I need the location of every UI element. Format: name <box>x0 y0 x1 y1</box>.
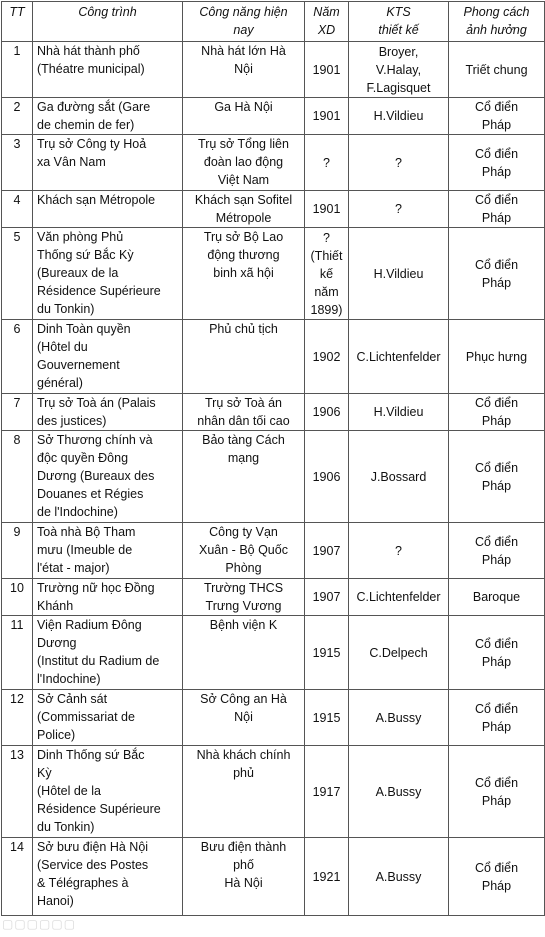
cell-cong-nang: Nhà khách chính phủ <box>183 746 305 838</box>
cell-cong-trinh: Ga đường sắt (Gare de chemin de fer) <box>33 98 183 135</box>
table-row <box>2 228 545 320</box>
cell-nam-xd: 1921 <box>305 838 349 916</box>
header-phong-cach: Phong cách ảnh hưởng <box>449 2 545 42</box>
cell-nam-xd: ? (Thiết kế năm 1899) <box>305 228 349 320</box>
header-row <box>2 2 545 42</box>
cell-nam-xd: 1901 <box>305 98 349 135</box>
buildings-table <box>1 1 545 916</box>
table-row <box>2 746 545 838</box>
cell-phong-cach: Cổ điển Pháp <box>449 228 545 320</box>
cell-nam-xd: 1902 <box>305 320 349 394</box>
cell-nam-xd: 1901 <box>305 42 349 98</box>
cell-nam-xd: 1907 <box>305 523 349 579</box>
cell-cong-trinh: Viện Radium Đông Dương (Institut du Radium de l'Indochine) <box>33 616 183 690</box>
row-number: 6 <box>2 320 33 394</box>
cell-cong-trinh: Dinh Thống sứ Bắc Kỳ (Hôtel de la Résidence Supérieure du Tonkin) <box>33 746 183 838</box>
cell-phong-cach: Cổ điển Pháp <box>449 431 545 523</box>
header-cong-nang: Công năng hiện nay <box>183 2 305 42</box>
cell-phong-cach: Cổ điển Pháp <box>449 690 545 746</box>
cell-phong-cach: Phục hưng <box>449 320 545 394</box>
cell-kts: Broyer, V.Halay, F.Lagisquet <box>349 42 449 98</box>
header-nam-xd: Năm XD <box>305 2 349 42</box>
cell-kts: ? <box>349 191 449 228</box>
table-row <box>2 579 545 616</box>
cell-kts: H.Vildieu <box>349 394 449 431</box>
cell-phong-cach: Cổ điển Pháp <box>449 838 545 916</box>
cell-kts: ? <box>349 135 449 191</box>
cell-nam-xd: ? <box>305 135 349 191</box>
cell-phong-cach: Cổ điển Pháp <box>449 98 545 135</box>
cell-cong-nang: Trường THCS Trưng Vương <box>183 579 305 616</box>
row-number: 7 <box>2 394 33 431</box>
table-row <box>2 98 545 135</box>
cell-kts: A.Bussy <box>349 746 449 838</box>
cell-phong-cach: Cổ điển Pháp <box>449 135 545 191</box>
cell-cong-nang: Trụ sở Bộ Lao động thương binh xã hội <box>183 228 305 320</box>
row-number: 4 <box>2 191 33 228</box>
cell-cong-nang: Ga Hà Nội <box>183 98 305 135</box>
row-number: 10 <box>2 579 33 616</box>
cell-cong-trinh: Nhà hát thành phố (Théatre municipal) <box>33 42 183 98</box>
header-tt: TT <box>2 2 33 42</box>
cell-cong-trinh: Sở Thương chính và độc quyền Đông Dương (Bureaux des Douanes et Régies de l'Indochine) <box>33 431 183 523</box>
cell-cong-nang: Công ty Vạn Xuân - Bộ Quốc Phòng <box>183 523 305 579</box>
cell-nam-xd: 1906 <box>305 431 349 523</box>
cell-phong-cach: Triết chung <box>449 42 545 98</box>
row-number: 9 <box>2 523 33 579</box>
cell-nam-xd: 1915 <box>305 690 349 746</box>
cell-cong-trinh: Trụ sở Toà án (Palais des justices) <box>33 394 183 431</box>
table-row <box>2 191 545 228</box>
cell-cong-nang: Khách sạn Sofitel Métropole <box>183 191 305 228</box>
cell-nam-xd: 1915 <box>305 616 349 690</box>
cell-nam-xd: 1901 <box>305 191 349 228</box>
cell-kts: C.Lichtenfelder <box>349 579 449 616</box>
table-row <box>2 838 545 916</box>
row-number: 11 <box>2 616 33 690</box>
table-row <box>2 42 545 98</box>
cell-cong-trinh: Khách sạn Métropole <box>33 191 183 228</box>
table-row <box>2 431 545 523</box>
row-number: 1 <box>2 42 33 98</box>
cell-kts: H.Vildieu <box>349 228 449 320</box>
cell-nam-xd: 1906 <box>305 394 349 431</box>
row-number: 5 <box>2 228 33 320</box>
cell-kts: A.Bussy <box>349 838 449 916</box>
cell-cong-trinh: Trường nữ học Đồng Khánh <box>33 579 183 616</box>
cell-kts: A.Bussy <box>349 690 449 746</box>
table-row <box>2 523 545 579</box>
row-number: 13 <box>2 746 33 838</box>
header-cong-trinh: Công trình <box>33 2 183 42</box>
cell-kts: C.Lichtenfelder <box>349 320 449 394</box>
table-row <box>2 135 545 191</box>
cell-phong-cach: Baroque <box>449 579 545 616</box>
cell-phong-cach: Cổ điển Pháp <box>449 191 545 228</box>
cell-cong-trinh: Trụ sở Công ty Hoả xa Vân Nam <box>33 135 183 191</box>
cell-nam-xd: 1907 <box>305 579 349 616</box>
cell-phong-cach: Cổ điển Pháp <box>449 394 545 431</box>
table-row <box>2 690 545 746</box>
cell-cong-trinh: Sở bưu điện Hà Nội (Service des Postes & Télégraphes à Hanoi) <box>33 838 183 916</box>
cell-nam-xd: 1917 <box>305 746 349 838</box>
cell-cong-nang: Bệnh viện K <box>183 616 305 690</box>
cell-cong-trinh: Dinh Toàn quyền (Hôtel du Gouvernement général) <box>33 320 183 394</box>
cell-cong-nang: Bưu điện thành phố Hà Nội <box>183 838 305 916</box>
header-kts: KTS thiết kế <box>349 2 449 42</box>
table-row <box>2 320 545 394</box>
cell-phong-cach: Cổ điển Pháp <box>449 523 545 579</box>
cell-cong-nang: Sở Công an Hà Nội <box>183 690 305 746</box>
cell-cong-trinh: Văn phòng Phủ Thống sứ Bắc Kỳ (Bureaux de la Résidence Supérieure du Tonkin) <box>33 228 183 320</box>
cell-cong-trinh: Sở Cảnh sát (Commissariat de Police) <box>33 690 183 746</box>
table-row <box>2 616 545 690</box>
cell-cong-nang: Trụ sở Tổng liên đoàn lao động Việt Nam <box>183 135 305 191</box>
cell-cong-nang: Nhà hát lớn Hà Nội <box>183 42 305 98</box>
cell-kts: C.Delpech <box>349 616 449 690</box>
row-number: 2 <box>2 98 33 135</box>
cell-kts: H.Vildieu <box>349 98 449 135</box>
cell-kts: ? <box>349 523 449 579</box>
cell-cong-nang: Phủ chủ tịch <box>183 320 305 394</box>
cell-kts: J.Bossard <box>349 431 449 523</box>
row-number: 14 <box>2 838 33 916</box>
cell-cong-nang: Trụ sở Toà án nhân dân tối cao <box>183 394 305 431</box>
table-row <box>2 394 545 431</box>
cell-cong-trinh: Toà nhà Bộ Tham mưu (Imeuble de l'état - major) <box>33 523 183 579</box>
cell-cong-nang: Bảo tàng Cách mạng <box>183 431 305 523</box>
row-number: 3 <box>2 135 33 191</box>
cell-phong-cach: Cổ điển Pháp <box>449 746 545 838</box>
row-number: 8 <box>2 431 33 523</box>
cell-phong-cach: Cổ điển Pháp <box>449 616 545 690</box>
watermark: ▢▢▢▢▢▢ <box>2 917 77 931</box>
row-number: 12 <box>2 690 33 746</box>
